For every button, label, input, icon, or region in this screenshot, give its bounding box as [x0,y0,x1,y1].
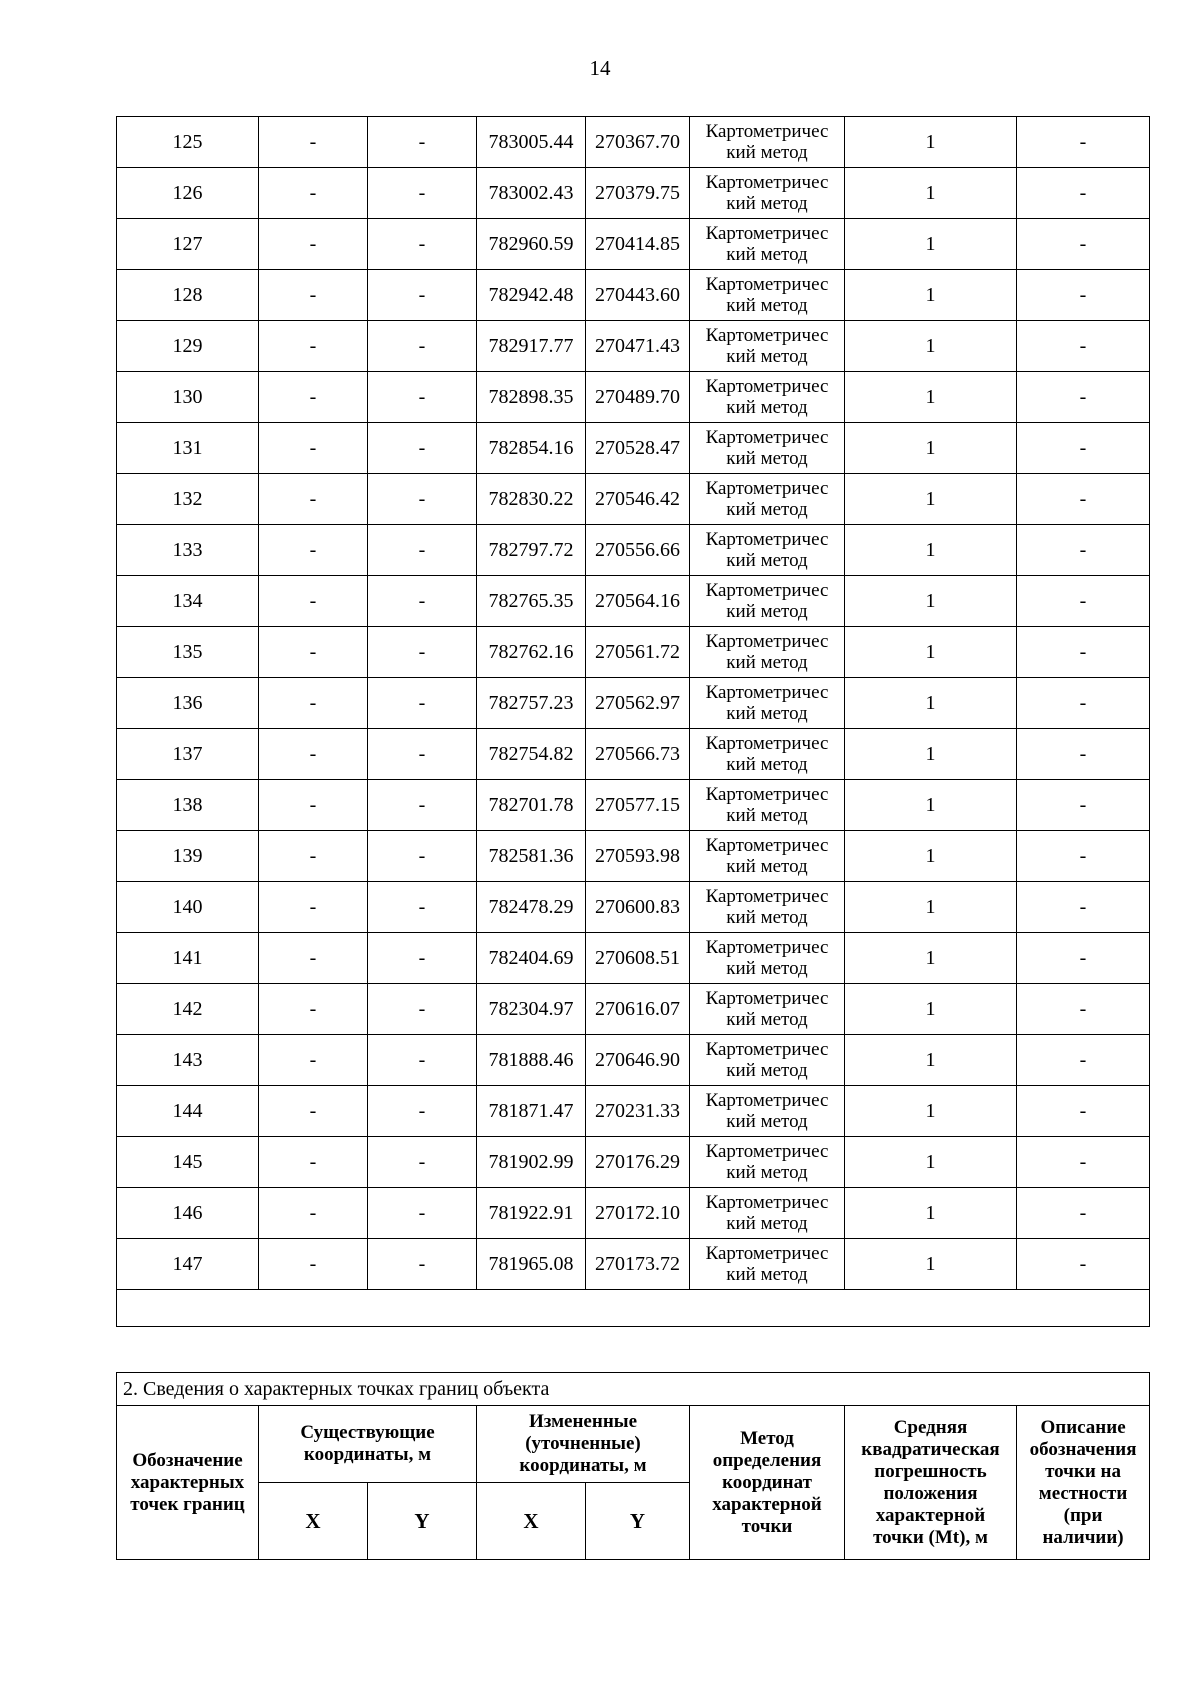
table-row [117,117,1150,168]
existing-x-cell: - [259,474,368,525]
mean-square-error-cell: 1 [845,1137,1017,1188]
coordinates-table-body [117,117,1150,1327]
description-cell: - [1017,627,1150,678]
description-cell: - [1017,831,1150,882]
mean-square-error-cell: 1 [845,372,1017,423]
point-id-cell: 130 [117,372,259,423]
existing-y-cell: - [368,1239,477,1290]
table-row [117,270,1150,321]
header-existing-x: X [259,1483,368,1560]
description-cell: - [1017,576,1150,627]
method-cell: Картометричес кий метод [690,729,845,780]
method-cell: Картометричес кий метод [690,372,845,423]
changed-x-cell: 782854.16 [477,423,586,474]
description-cell: - [1017,270,1150,321]
header-existing-coordinates: Существующие координаты, м [259,1406,477,1483]
description-cell: - [1017,984,1150,1035]
method-cell: Картометричес кий метод [690,423,845,474]
method-cell: Картометричес кий метод [690,1086,845,1137]
point-id-cell: 136 [117,678,259,729]
changed-y-cell: 270414.85 [586,219,690,270]
existing-y-cell: - [368,627,477,678]
method-cell: Картометричес кий метод [690,117,845,168]
existing-y-cell: - [368,321,477,372]
table-row [117,729,1150,780]
changed-y-cell: 270176.29 [586,1137,690,1188]
header-designation: Обозначение характерных точек границ [117,1406,259,1560]
existing-x-cell: - [259,372,368,423]
changed-y-cell: 270600.83 [586,882,690,933]
point-id-cell: 140 [117,882,259,933]
description-cell: - [1017,678,1150,729]
changed-y-cell: 270566.73 [586,729,690,780]
changed-x-cell: 782304.97 [477,984,586,1035]
changed-y-cell: 270367.70 [586,117,690,168]
description-cell: - [1017,882,1150,933]
method-cell: Картометричес кий метод [690,882,845,933]
mean-square-error-cell: 1 [845,933,1017,984]
changed-x-cell: 782754.82 [477,729,586,780]
point-id-cell: 138 [117,780,259,831]
point-id-cell: 142 [117,984,259,1035]
method-cell: Картометричес кий метод [690,1239,845,1290]
table-row [117,678,1150,729]
changed-x-cell: 782830.22 [477,474,586,525]
existing-x-cell: - [259,678,368,729]
existing-x-cell: - [259,729,368,780]
existing-x-cell: - [259,933,368,984]
description-cell: - [1017,525,1150,576]
existing-x-cell: - [259,1188,368,1239]
existing-x-cell: - [259,1239,368,1290]
existing-y-cell: - [368,474,477,525]
table-row [117,1137,1150,1188]
mean-square-error-cell: 1 [845,168,1017,219]
method-cell: Картометричес кий метод [690,933,845,984]
table-row [117,984,1150,1035]
mean-square-error-cell: 1 [845,219,1017,270]
table-row [117,627,1150,678]
existing-y-cell: - [368,1137,477,1188]
point-id-cell: 132 [117,474,259,525]
header-changed-x: X [477,1483,586,1560]
method-cell: Картометричес кий метод [690,678,845,729]
method-cell: Картометричес кий метод [690,627,845,678]
changed-y-cell: 270173.72 [586,1239,690,1290]
header-description: Описание обозначения точки на местности (при наличии) [1017,1406,1150,1560]
header-changed-coordinates: Измененные (уточненные) координаты, м [477,1406,690,1483]
description-cell: - [1017,1086,1150,1137]
existing-y-cell: - [368,423,477,474]
changed-x-cell: 783005.44 [477,117,586,168]
table-row [117,321,1150,372]
section2-title: 2. Сведения о характерных точках границ объекта [117,1373,1150,1406]
table-row [117,933,1150,984]
existing-y-cell: - [368,933,477,984]
existing-y-cell: - [368,219,477,270]
existing-x-cell: - [259,270,368,321]
page-number: 14 [589,56,611,80]
method-cell: Картометричес кий метод [690,1137,845,1188]
mean-square-error-cell: 1 [845,576,1017,627]
existing-x-cell: - [259,831,368,882]
method-cell: Картометричес кий метод [690,321,845,372]
existing-x-cell: - [259,1035,368,1086]
method-cell: Картометричес кий метод [690,1188,845,1239]
changed-x-cell: 782898.35 [477,372,586,423]
table-row [117,1086,1150,1137]
existing-x-cell: - [259,1086,368,1137]
description-cell: - [1017,1035,1150,1086]
method-cell: Картометричес кий метод [690,576,845,627]
existing-x-cell: - [259,576,368,627]
mean-square-error-cell: 1 [845,423,1017,474]
mean-square-error-cell: 1 [845,627,1017,678]
existing-x-cell: - [259,780,368,831]
description-cell: - [1017,117,1150,168]
changed-x-cell: 782762.16 [477,627,586,678]
existing-y-cell: - [368,1035,477,1086]
changed-y-cell: 270528.47 [586,423,690,474]
changed-y-cell: 270646.90 [586,1035,690,1086]
existing-y-cell: - [368,984,477,1035]
changed-x-cell: 781965.08 [477,1239,586,1290]
changed-y-cell: 270443.60 [586,270,690,321]
existing-x-cell: - [259,525,368,576]
empty-footer-cell [117,1290,1150,1327]
mean-square-error-cell: 1 [845,270,1017,321]
description-cell: - [1017,780,1150,831]
description-cell: - [1017,729,1150,780]
table-row [117,525,1150,576]
point-id-cell: 133 [117,525,259,576]
existing-y-cell: - [368,729,477,780]
changed-x-cell: 781888.46 [477,1035,586,1086]
point-id-cell: 143 [117,1035,259,1086]
existing-y-cell: - [368,372,477,423]
changed-x-cell: 782404.69 [477,933,586,984]
description-cell: - [1017,474,1150,525]
description-cell: - [1017,372,1150,423]
existing-y-cell: - [368,882,477,933]
mean-square-error-cell: 1 [845,678,1017,729]
table-row [117,831,1150,882]
point-id-cell: 128 [117,270,259,321]
existing-x-cell: - [259,168,368,219]
changed-x-cell: 782960.59 [477,219,586,270]
table-row [117,882,1150,933]
existing-y-cell: - [368,117,477,168]
existing-y-cell: - [368,1188,477,1239]
changed-y-cell: 270608.51 [586,933,690,984]
mean-square-error-cell: 1 [845,1188,1017,1239]
point-id-cell: 131 [117,423,259,474]
table-row [117,219,1150,270]
mean-square-error-cell: 1 [845,780,1017,831]
point-id-cell: 144 [117,1086,259,1137]
mean-square-error-cell: 1 [845,882,1017,933]
changed-y-cell: 270564.16 [586,576,690,627]
changed-y-cell: 270562.97 [586,678,690,729]
point-id-cell: 147 [117,1239,259,1290]
point-id-cell: 125 [117,117,259,168]
table-footer-row [117,1290,1150,1327]
changed-x-cell: 783002.43 [477,168,586,219]
method-cell: Картометричес кий метод [690,525,845,576]
existing-x-cell: - [259,219,368,270]
point-id-cell: 146 [117,1188,259,1239]
description-cell: - [1017,321,1150,372]
header-mean-square-error: Средняя квадратическая погрешность положения характерной точки (Mt), м [845,1406,1017,1560]
existing-y-cell: - [368,780,477,831]
changed-y-cell: 270556.66 [586,525,690,576]
changed-y-cell: 270577.15 [586,780,690,831]
point-id-cell: 145 [117,1137,259,1188]
mean-square-error-cell: 1 [845,1086,1017,1137]
existing-y-cell: - [368,168,477,219]
changed-x-cell: 782757.23 [477,678,586,729]
changed-x-cell: 782701.78 [477,780,586,831]
changed-x-cell: 781902.99 [477,1137,586,1188]
table-row [117,576,1150,627]
existing-y-cell: - [368,1086,477,1137]
table-row [117,168,1150,219]
point-id-cell: 126 [117,168,259,219]
mean-square-error-cell: 1 [845,525,1017,576]
changed-y-cell: 270489.70 [586,372,690,423]
mean-square-error-cell: 1 [845,1035,1017,1086]
mean-square-error-cell: 1 [845,984,1017,1035]
point-id-cell: 139 [117,831,259,882]
section2-header-table [116,1372,1150,1560]
description-cell: - [1017,423,1150,474]
coordinates-table [116,116,1150,1327]
changed-x-cell: 782797.72 [477,525,586,576]
table-row [117,474,1150,525]
changed-x-cell: 782765.35 [477,576,586,627]
changed-x-cell: 782581.36 [477,831,586,882]
point-id-cell: 137 [117,729,259,780]
method-cell: Картометричес кий метод [690,780,845,831]
point-id-cell: 134 [117,576,259,627]
header-changed-y: Y [586,1483,690,1560]
table-row [117,372,1150,423]
table-row [117,1035,1150,1086]
changed-y-cell: 270231.33 [586,1086,690,1137]
existing-x-cell: - [259,423,368,474]
existing-y-cell: - [368,678,477,729]
table-row [117,423,1150,474]
existing-x-cell: - [259,882,368,933]
method-cell: Картометричес кий метод [690,831,845,882]
header-method: Метод определения координат характерной точки [690,1406,845,1560]
changed-x-cell: 782917.77 [477,321,586,372]
description-cell: - [1017,933,1150,984]
existing-x-cell: - [259,984,368,1035]
method-cell: Картометричес кий метод [690,219,845,270]
method-cell: Картометричес кий метод [690,474,845,525]
mean-square-error-cell: 1 [845,1239,1017,1290]
method-cell: Картометричес кий метод [690,270,845,321]
changed-y-cell: 270593.98 [586,831,690,882]
changed-y-cell: 270561.72 [586,627,690,678]
description-cell: - [1017,219,1150,270]
mean-square-error-cell: 1 [845,831,1017,882]
description-cell: - [1017,168,1150,219]
table-row [117,780,1150,831]
changed-y-cell: 270546.42 [586,474,690,525]
mean-square-error-cell: 1 [845,474,1017,525]
mean-square-error-cell: 1 [845,729,1017,780]
existing-y-cell: - [368,270,477,321]
existing-y-cell: - [368,831,477,882]
method-cell: Картометричес кий метод [690,168,845,219]
method-cell: Картометричес кий метод [690,984,845,1035]
existing-x-cell: - [259,321,368,372]
changed-y-cell: 270471.43 [586,321,690,372]
changed-y-cell: 270379.75 [586,168,690,219]
point-id-cell: 141 [117,933,259,984]
existing-x-cell: - [259,627,368,678]
description-cell: - [1017,1239,1150,1290]
changed-y-cell: 270616.07 [586,984,690,1035]
existing-y-cell: - [368,576,477,627]
existing-y-cell: - [368,525,477,576]
changed-x-cell: 781871.47 [477,1086,586,1137]
header-existing-y: Y [368,1483,477,1560]
changed-y-cell: 270172.10 [586,1188,690,1239]
description-cell: - [1017,1188,1150,1239]
table-row [117,1239,1150,1290]
changed-x-cell: 782942.48 [477,270,586,321]
existing-x-cell: - [259,117,368,168]
existing-x-cell: - [259,1137,368,1188]
changed-x-cell: 781922.91 [477,1188,586,1239]
point-id-cell: 129 [117,321,259,372]
mean-square-error-cell: 1 [845,321,1017,372]
description-cell: - [1017,1137,1150,1188]
changed-x-cell: 782478.29 [477,882,586,933]
mean-square-error-cell: 1 [845,117,1017,168]
point-id-cell: 127 [117,219,259,270]
table-row [117,1188,1150,1239]
method-cell: Картометричес кий метод [690,1035,845,1086]
point-id-cell: 135 [117,627,259,678]
